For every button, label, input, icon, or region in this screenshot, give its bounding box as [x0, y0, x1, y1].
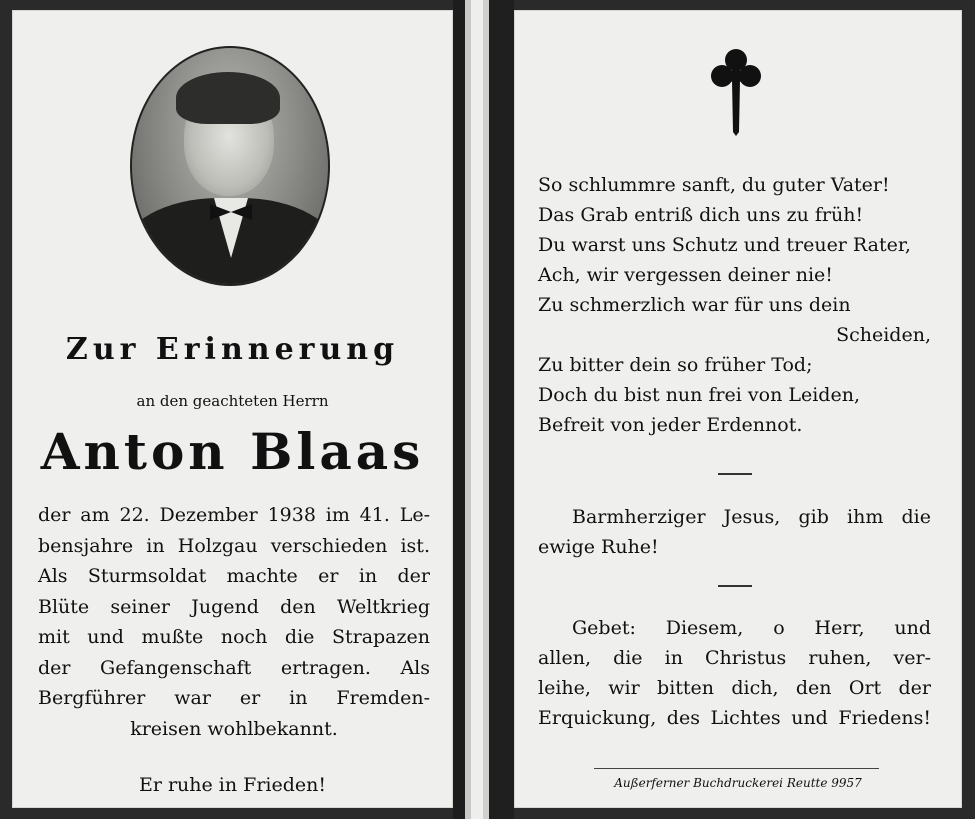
bio-line: kreisen wohlbekannt.: [130, 717, 338, 740]
invocation-line: ewige Ruhe!: [538, 536, 659, 558]
invocation-text: [538, 502, 931, 562]
printer-rule: [594, 768, 879, 769]
poem-line: Ach, wir vergessen deiner nie!: [538, 264, 833, 286]
deceased-name: Anton Blaas: [40, 422, 425, 481]
bio-line: Blüte seiner Jugend den Weltkrieg: [38, 595, 430, 618]
poem-line: Zu schmerzlich war für uns dein: [538, 294, 851, 316]
poem-line: Das Grab entriß dich uns zu früh!: [538, 204, 864, 226]
prayer-text: [538, 613, 931, 733]
portrait-photo: [130, 46, 330, 286]
farewell-text: Er ruhe in Frieden!: [138, 774, 327, 796]
poem-line: Befreit von jeder Erdennot.: [538, 414, 803, 436]
card-subtitle: an den geachteten Herrn: [136, 392, 329, 410]
prayer-line: allen, die in Christus ruhen, ver-: [538, 647, 931, 669]
prayer-line: Erquickung, des Lichtes und Friedens!: [538, 707, 931, 729]
poem: [538, 170, 931, 440]
bio-line: Bergführer war er in Fremden-: [38, 687, 430, 709]
invocation-line: Barmherziger Jesus, gib ihm die: [572, 506, 931, 528]
divider: [718, 473, 752, 475]
divider: [718, 585, 752, 587]
bio-line: mit und mußte noch die Strapazen: [38, 626, 430, 648]
poem-line: Du warst uns Schutz und treuer Rater,: [538, 234, 911, 256]
poem-line: Doch du bist nun frei von Leiden,: [538, 384, 860, 406]
memorial-card-back: [514, 10, 962, 808]
prayer-line: leihe, wir bitten dich, den Ort der: [538, 677, 931, 699]
memorial-card-front: [12, 10, 453, 808]
biography-text: [38, 500, 430, 744]
card-title: Zur Erinnerung: [65, 332, 400, 367]
bio-line: der Gefangenschaft ertragen. Als: [38, 656, 430, 679]
poem-line: So schlummre sanft, du guter Vater!: [538, 174, 890, 196]
poem-line: Scheiden,: [836, 324, 931, 346]
bio-line: der am 22. Dezember 1938 im 41. Le-: [38, 504, 430, 526]
printer-imprint: Außerferner Buchdruckerei Reutte 9957: [614, 776, 862, 790]
card-fold-gutter: [453, 0, 514, 819]
bio-line: Als Sturmsoldat machte er in der: [38, 565, 430, 587]
poem-line: Zu bitter dein so früher Tod;: [538, 354, 813, 376]
prayer-line: Gebet: Diesem, o Herr, und: [572, 617, 931, 639]
cross-icon: [710, 46, 762, 136]
bio-line: bensjahre in Holzgau verschieden ist.: [38, 534, 430, 557]
